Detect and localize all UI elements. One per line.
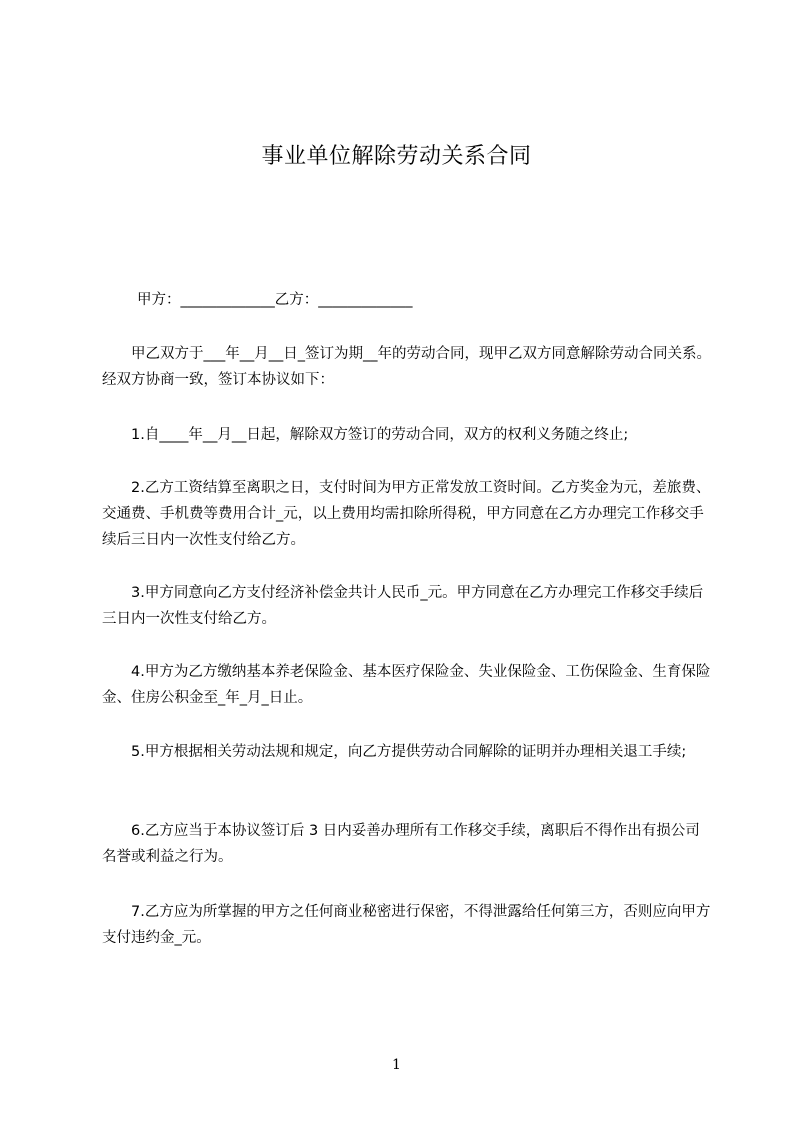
clause-5: 5.甲方根据相关劳动法规和规定，向乙方提供劳动合同解除的证明并办理相关退工手续; xyxy=(131,744,687,760)
clause-4: 4.甲方为乙方缴纳基本养老保险金、基本医疗保险金、失业保险金、工伤保险金、生育保险金、住房公积金至_年_月_日止。 xyxy=(102,664,711,706)
clause-3: 3.甲方同意向乙方支付经济补偿金共计人民币_元。甲方同意在乙方办理完工作移交手续后三日内一次性支付给乙方。 xyxy=(102,585,704,627)
page-number: 1 xyxy=(392,1057,401,1073)
document-title: 事业单位解除劳动关系合同 xyxy=(261,144,532,169)
clause-1: 1.自____年__月__日起，解除双方签订的劳动合同，双方的权利义务随之终止; xyxy=(131,427,629,443)
parties-line: 甲方：_____________乙方：_____________ xyxy=(137,292,413,308)
intro-paragraph: 甲乙双方于___年__月__日_签订为期__年的劳动合同，现甲乙双方同意解除劳动合同关系。经双方协商一致，签订本协议如下： xyxy=(102,346,711,388)
clause-2: 2.乙方工资结算至离职之日，支付时间为甲方正常发放工资时间。乙方奖金为元，差旅费、交通费、手机费等费用合计_元，以上费用均需扣除所得税，甲方同意在乙方办理完工作移交手续后三日内一次性支付给乙方。 xyxy=(102,480,711,548)
clause-6: 6.乙方应当于本协议签订后 3 日内妥善办理所有工作移交手续，离职后不得作出有损公司名誉或利益之行为。 xyxy=(102,823,700,865)
clause-7: 7.乙方应为所掌握的甲方之任何商业秘密进行保密，不得泄露给任何第三方，否则应向甲方支付违约金_元。 xyxy=(102,904,711,946)
